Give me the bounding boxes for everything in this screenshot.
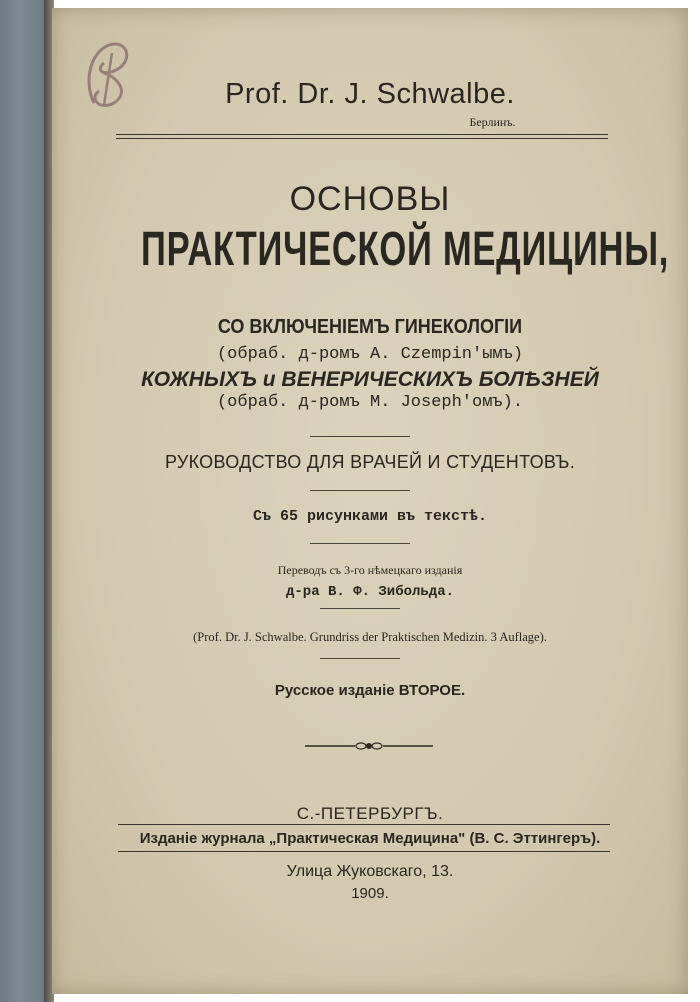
book-cover	[0, 0, 50, 1002]
publication-year: 1909.	[351, 885, 389, 902]
ornament-divider-icon	[305, 741, 433, 751]
translation-line-2: д-ра В. Ф. Зибольда.	[285, 584, 455, 600]
author-city: Берлинъ.	[469, 115, 516, 129]
divider-2	[310, 490, 410, 491]
translation-line-1: Переводъ съ 3-го нѣмецкаго изданія	[277, 563, 463, 577]
publisher-rule-top	[118, 824, 610, 825]
divider-5	[320, 658, 400, 659]
publisher-address: Улица Жуковскаго, 13.	[286, 863, 454, 880]
original-reference: (Prof. Dr. J. Schwalbe. Grundriss der Praktischen Medizin. 3 Auflage).	[193, 630, 547, 644]
subtitle-editor-2: (обраб. д-ромъ М. Joseph'омъ).	[216, 393, 524, 412]
divider-3	[310, 543, 410, 544]
header-divider	[116, 134, 608, 139]
title-page	[52, 8, 688, 994]
subtitle-gynecology: СО ВКЛЮЧЕНІЕМЪ ГИНЕКОЛОГІИ	[217, 316, 523, 338]
divider-1	[310, 436, 410, 437]
subtitle-editor-1: (обраб. д-ромъ А. Czempin'ымъ)	[216, 345, 524, 364]
title-line-2: ПРАКТИЧЕСКОЙ МЕДИЦИНЫ,	[141, 223, 670, 276]
publisher-line: Изданіе журнала „Практическая Медицина" (В. С. Эттингеръ).	[139, 830, 601, 847]
title-line-1: ОСНОВЫ	[289, 180, 451, 218]
subtitle-dermatology: КОЖНЫХЪ и ВЕНЕРИЧЕСКИХЪ БОЛѢЗНЕЙ	[141, 368, 599, 391]
publication-city: С.-ПЕТЕРБУРГЪ.	[296, 804, 444, 823]
edition-line: Русское изданіе ВТОРОЕ.	[274, 682, 466, 699]
author-name: Prof. Dr. J. Schwalbe.	[225, 78, 515, 110]
guide-line: РУКОВОДСТВО ДЛЯ ВРАЧЕЙ И СТУДЕНТОВЪ.	[164, 452, 576, 472]
divider-4	[320, 608, 400, 609]
figures-line: Съ 65 рисунками въ текстѣ.	[252, 508, 488, 525]
publisher-rule-bottom	[118, 851, 610, 852]
